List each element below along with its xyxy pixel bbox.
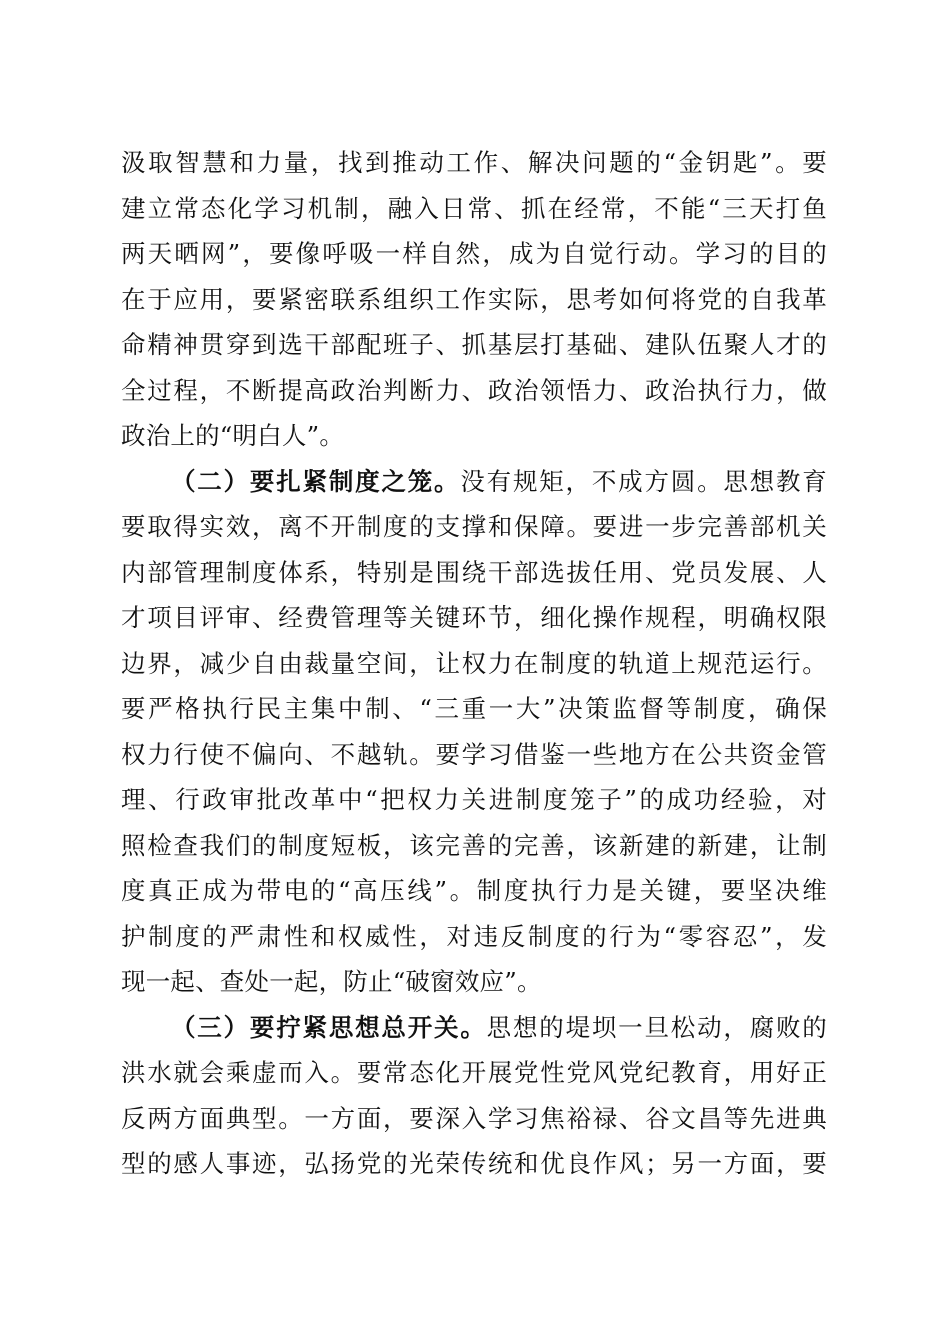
text-line: 在于应用，要紧密联系组织工作实际，思考如何将党的自我革 [121, 284, 827, 314]
text-line: 度真正成为带电的“高压线”。制度执行力是关键，要坚决维 [121, 876, 827, 905]
paragraph-1 [121, 140, 827, 459]
text-line: 才项目评审、经费管理等关键环节，细化操作规程，明确权限 [121, 603, 827, 632]
text-line: 全过程，不断提高政治判断力、政治领悟力、政治执行力，做 [121, 375, 827, 405]
text-line: 型的感人事迹，弘扬党的光荣传统和优良作风；另一方面，要 [121, 1149, 827, 1178]
text-line: 两天晒网”，要像呼吸一样自然，成为自觉行动。学习的目的 [121, 239, 827, 268]
text-line: 内部管理制度体系，特别是围绕干部选拔任用、党员发展、人 [121, 557, 827, 587]
text-line: 建立常态化学习机制，融入日常、抓在经常，不能“三天打鱼 [121, 193, 827, 223]
paragraph-first-line [121, 1005, 827, 1051]
paragraph-2 [121, 459, 827, 1005]
text-line: 汲取智慧和力量，找到推动工作、解决问题的“金钥匙”。要 [121, 148, 827, 177]
document-body [121, 140, 827, 1187]
section-heading: （三）要拧紧思想总开关。 [171, 1012, 487, 1042]
text-line: 边界，减少自由裁量空间，让权力在制度的轨道上规范运行。 [121, 648, 827, 678]
text-line: 洪水就会乘虚而入。要常态化开展党性党风党纪教育，用好正 [121, 1058, 827, 1087]
text-line: 现一起、查处一起，防止“破窗效应”。 [121, 967, 542, 996]
paragraph-first-line [121, 459, 827, 505]
text-span: 思想的堤坝一旦松动，腐败的 [486, 1012, 827, 1042]
text-line: 命精神贯穿到选干部配班子、抓基层打基础、建队伍聚人才的 [121, 330, 827, 359]
text-line: 政治上的“明白人”。 [121, 421, 345, 450]
text-line: 要取得实效，离不开制度的支撑和保障。要进一步完善部机关 [121, 512, 827, 541]
text-line: 照检查我们的制度短板，该完善的完善，该新建的新建，让制 [121, 830, 827, 860]
text-line: 反两方面典型。一方面，要深入学习焦裕禄、谷文昌等先进典 [121, 1103, 827, 1133]
text-line: 权力行使不偏向、不越轨。要学习借鉴一些地方在公共资金管 [121, 739, 827, 769]
paragraph-3 [121, 1005, 827, 1187]
text-line: 要严格执行民主集中制、“三重一大”决策监督等制度，确保 [121, 694, 827, 723]
text-line: 理、行政审批改革中“把权力关进制度笼子”的成功经验，对 [121, 785, 827, 814]
text-span: 没有规矩，不成方圆。思想教育 [460, 466, 827, 496]
section-heading: （二）要扎紧制度之笼。 [171, 466, 461, 496]
text-line: 护制度的严肃性和权威性，对违反制度的行为“零容忍”，发 [121, 921, 827, 951]
